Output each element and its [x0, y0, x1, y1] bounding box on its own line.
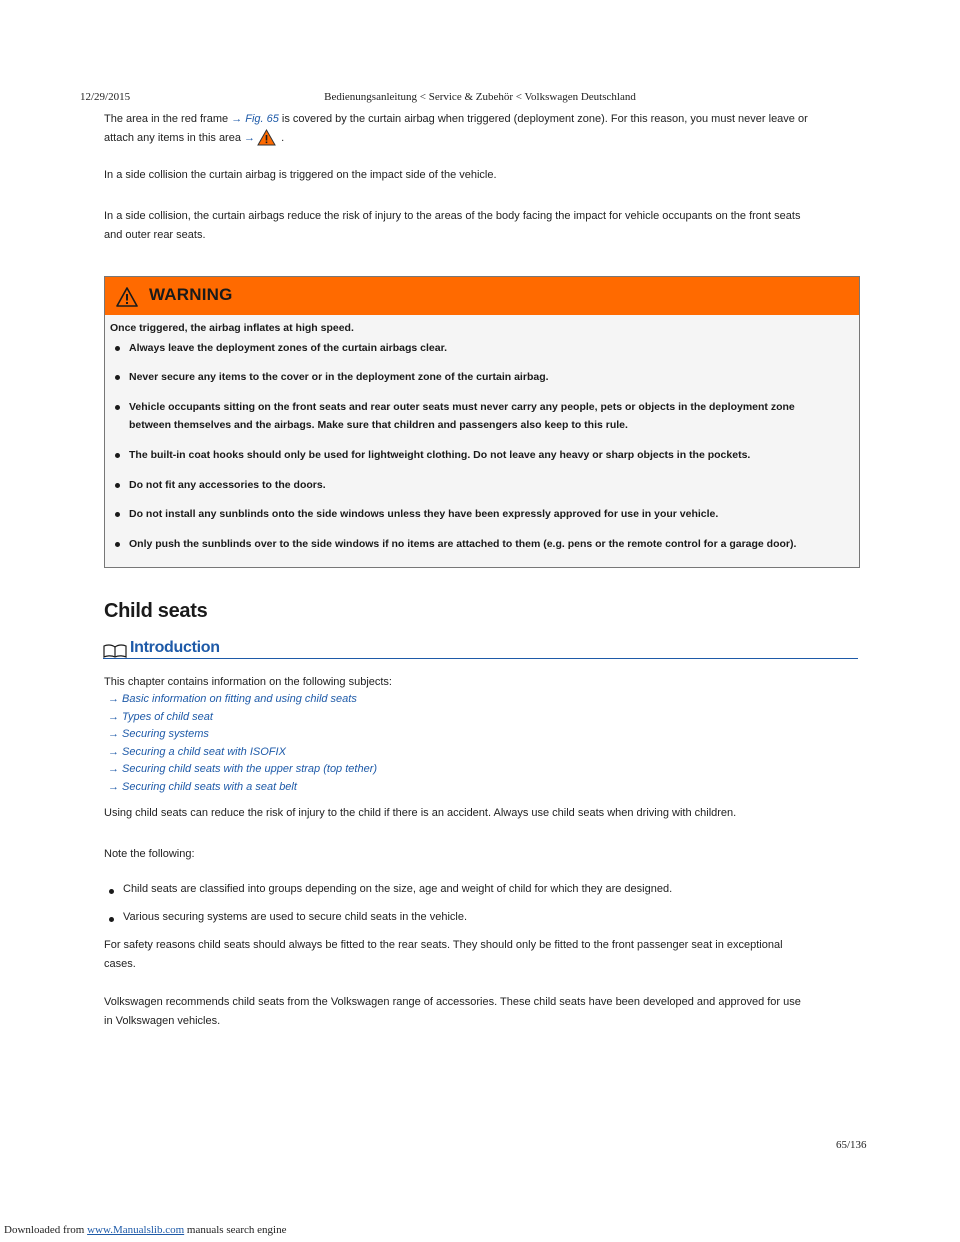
- topic-link-list: [108, 691, 377, 796]
- warning-item-text: Do not fit any accessories to the doors.: [129, 479, 326, 491]
- introduction-heading: [103, 640, 858, 659]
- footer-suffix: manuals search engine: [184, 1224, 287, 1236]
- topic-link-isofix[interactable]: → Securing a child seat with ISOFIX: [108, 745, 286, 758]
- note-text: Note the following:: [104, 848, 195, 860]
- warning-lead: Once triggered, the airbag inflates at high speed.: [110, 322, 354, 334]
- paragraph-line: Volkswagen recommends child seats from the Volkswagen range of accessories. These child seats have been developed and approved for use: [104, 996, 801, 1008]
- paragraph-text: is covered by the curtain airbag when triggered (deployment zone). For this reason, you must never leave or: [278, 113, 808, 125]
- warning-item: [110, 535, 796, 553]
- paragraph-text: attach any items in this area: [104, 132, 245, 144]
- list-item: [104, 911, 467, 923]
- bullet-icon: [109, 889, 114, 894]
- list-item: [104, 883, 672, 895]
- bullet-icon: [115, 542, 120, 547]
- airbag-zone-paragraph: [104, 110, 860, 148]
- warning-item: [110, 446, 750, 464]
- list-item-text: Child seats are classified into groups depending on the size, age and weight of child for which they are designed.: [123, 883, 673, 895]
- paragraph-text: The area in the red frame: [104, 113, 232, 125]
- paragraph-line: cases.: [104, 958, 136, 970]
- warning-item-text: Vehicle occupants sitting on the front seats and rear outer seats must never carry any people, pets or objects in the deployment zone: [129, 401, 795, 413]
- warning-item: [110, 368, 549, 386]
- fig-65-link[interactable]: → Fig. 65: [231, 113, 279, 125]
- download-footer: [4, 1224, 286, 1236]
- paragraph-line: In a side collision, the curtain airbags reduce the risk of injury to the areas of the body facing the impact for vehicle occupants on the front seats: [104, 210, 801, 222]
- bullet-icon: [115, 375, 120, 380]
- topic-link-types[interactable]: → Types of child seat: [108, 710, 213, 723]
- open-book-icon: [103, 644, 127, 658]
- warning-header: [105, 277, 859, 315]
- bullet-icon: [115, 483, 120, 488]
- footer-prefix: Downloaded from: [4, 1224, 88, 1236]
- side-collision-paragraph-1: In a side collision the curtain airbag is triggered on the impact side of the vehicle.: [104, 169, 497, 181]
- section-heading: Child seats: [104, 600, 208, 622]
- warning-item: [110, 398, 795, 434]
- header-date: 12/29/2015: [80, 91, 131, 103]
- volkswagen-recommendation-paragraph: [104, 993, 860, 1031]
- page-number: 65/136: [836, 1139, 867, 1151]
- list-item-text: Various securing systems are used to secure child seats in the vehicle.: [123, 911, 468, 923]
- bullet-icon: [115, 346, 120, 351]
- warning-item-text: Always leave the deployment zones of the curtain airbags clear.: [129, 342, 448, 354]
- safety-paragraph: [104, 936, 860, 974]
- topic-link-basic-info[interactable]: → Basic information on fitting and using child seats: [108, 693, 357, 705]
- warning-triangle-icon: [257, 129, 276, 146]
- warning-item-text: Do not install any sunblinds onto the side windows unless they have been expressly approved for use in your vehicle.: [129, 508, 719, 520]
- side-collision-paragraph-2: [104, 207, 860, 245]
- warning-body: [110, 319, 850, 550]
- header-title: Bedienungsanleitung < Service & Zubehör < Volkswagen Deutschland: [324, 91, 636, 103]
- warning-triangle-icon: [116, 287, 138, 307]
- introduction-label: Introduction: [130, 639, 220, 656]
- bullet-icon: [115, 405, 120, 410]
- paragraph-line: in Volkswagen vehicles.: [104, 1015, 221, 1027]
- chapter-intro-text: This chapter contains information on the following subjects:: [104, 676, 392, 688]
- warning-item-text: The built-in coat hooks should only be used for lightweight clothing. Do not leave any heavy or sharp objects in the pockets.: [129, 449, 751, 461]
- warning-item: [110, 476, 326, 494]
- warning-item: [110, 339, 447, 357]
- topic-link-seat-belt[interactable]: → Securing child seats with a seat belt: [108, 780, 297, 793]
- topic-link-securing-systems[interactable]: → Securing systems: [108, 728, 209, 740]
- warning-item-text: between themselves and the airbags. Make sure that children and passengers also keep to this rule.: [129, 419, 628, 431]
- paragraph-line: and outer rear seats.: [104, 229, 206, 241]
- paragraph-line: For safety reasons child seats should always be fitted to the rear seats. They should only be fitted to the front passenger seat in exceptional: [104, 939, 783, 951]
- warning-item-text: Never secure any items to the cover or in the deployment zone of the curtain airbag.: [129, 371, 549, 383]
- warning-ref-link[interactable]: [244, 132, 278, 144]
- bullet-icon: [115, 453, 120, 458]
- bullet-icon: [109, 917, 114, 922]
- manualslib-link[interactable]: www.Manualslib.com: [87, 1224, 185, 1236]
- warning-box: [104, 276, 860, 568]
- warning-item-text: Only push the sunblinds over to the side windows if no items are attached to them (e.g. pens or the remote control for a garage door).: [129, 538, 797, 550]
- paragraph-end: .: [281, 132, 285, 144]
- using-child-seats-text: Using child seats can reduce the risk of injury to the child if there is an accident. Always use child seats when driving with children.: [104, 807, 737, 819]
- warning-title: WARNING: [149, 285, 233, 304]
- bullet-icon: [115, 512, 120, 517]
- topic-link-top-tether[interactable]: → Securing child seats with the upper strap (top tether): [108, 763, 378, 775]
- arrow-text: →: [244, 132, 256, 144]
- warning-item: [110, 505, 718, 523]
